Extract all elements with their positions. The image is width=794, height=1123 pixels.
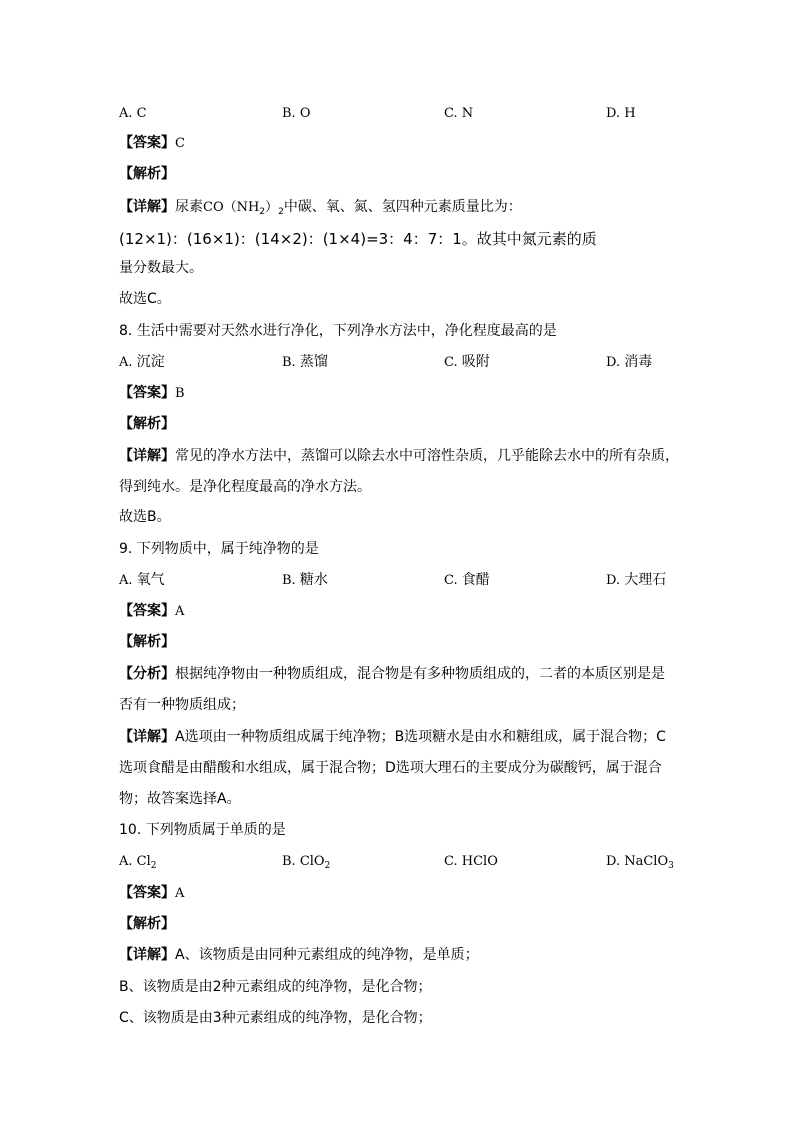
q8-answer-line	[119, 383, 185, 403]
q10-analysis-tag	[119, 914, 175, 934]
answer-tag: 【答案】	[119, 135, 175, 151]
q9-question: 9. 下列物质中，属于纯净物的是	[119, 541, 319, 557]
q10-option-b: B. ClO$_2$	[282, 854, 331, 871]
q10-detail-line1	[119, 945, 479, 965]
q10-option-d: D. NaClO$_3$	[606, 854, 674, 871]
urea-formula: CO（NH	[203, 200, 260, 215]
q7-answer-line	[119, 133, 185, 153]
fenxi-text: 根据纯净物由一种物质组成，混合物是有多种物质组成的，二者的本质区别是是	[175, 666, 665, 682]
q7-calc-continued: 量分数最大。	[119, 260, 203, 276]
q8-option-a: A. 沉淀	[119, 354, 165, 370]
q7-analysis-tag	[119, 164, 175, 184]
answer-value: B	[175, 386, 185, 401]
q7-option-a: A. C	[119, 106, 147, 121]
formula-paren: ）	[265, 200, 279, 215]
detail-tag: 【详解】	[119, 729, 175, 745]
q10-option-a: A. $Cl_2$	[119, 854, 157, 871]
q8-detail-line1	[119, 446, 679, 466]
q8-option-d: D. 消毒	[606, 354, 653, 370]
q9-fenxi-line1	[119, 664, 665, 684]
q9-option-d: D. 大理石	[606, 572, 667, 588]
detail-text: 常见的净水方法中，蒸馏可以除去水中可溶性杂质，几乎能除去水中的所有杂质，	[175, 448, 679, 464]
q9-detail-line2: 选项食醋是由醋酸和水组成，属于混合物；D选项大理石的主要成分为碳酸钙，属于混合	[119, 760, 662, 776]
q8-question: 8. 生活中需要对天然水进行净化，下列净水方法中，净化程度最高的是	[119, 323, 557, 339]
answer-value: A	[175, 886, 185, 901]
q7-conclusion: 故选C。	[119, 291, 171, 307]
q10-option-c: C. HClO	[444, 854, 498, 869]
analysis-tag: 【解析】	[119, 634, 175, 650]
detail-text: 中碳、氧、氮、氢四种元素质量比为：	[283, 199, 522, 215]
q8-conclusion: 故选B。	[119, 509, 171, 525]
formula-subscript: 2	[278, 207, 284, 217]
q8-option-c: C. 吸附	[444, 354, 490, 370]
q9-option-b: B. 糖水	[282, 572, 328, 588]
q8-option-b: B. 蒸馏	[282, 354, 328, 370]
answer-tag: 【答案】	[119, 385, 175, 401]
q9-detail-line1	[119, 727, 666, 747]
q8-analysis-tag	[119, 414, 175, 434]
analysis-tag: 【解析】	[119, 916, 175, 932]
detail-tag: 【详解】	[119, 448, 175, 464]
q9-option-c: C. 食醋	[444, 572, 490, 588]
q9-fenxi-line2: 否有一种物质组成；	[119, 697, 245, 713]
q10-detail-line3: C、该物质是由3种元素组成的纯净物，是化合物；	[119, 1010, 432, 1026]
fenxi-tag: 【分析】	[119, 666, 175, 682]
q7-option-b: B. O	[282, 106, 311, 121]
detail-text: A选项由一种物质组成属于纯净物；B选项糖水是由水和糖组成，属于混合物；C	[175, 729, 666, 745]
formula-subscript: 2	[259, 207, 266, 217]
q9-option-a: A. 氧气	[119, 572, 165, 588]
q7-calc-line: (12×1)：(16×1)：(14×2)：(1×4)=3：4：7：1。故其中氮元素的质	[119, 230, 597, 248]
q10-answer-line	[119, 883, 184, 903]
q8-detail-line2: 得到纯水。是净化程度最高的净水方法。	[119, 479, 371, 495]
q10-detail-line2: B、该物质是由2种元素组成的纯净物，是化合物；	[119, 979, 432, 995]
analysis-tag: 【解析】	[119, 166, 175, 182]
answer-value: A	[175, 604, 185, 619]
analysis-tag: 【解析】	[119, 416, 175, 432]
answer-tag: 【答案】	[119, 603, 175, 619]
answer-value: C	[175, 136, 185, 151]
detail-text: 尿素	[175, 199, 203, 215]
answer-tag: 【答案】	[119, 885, 175, 901]
q7-option-d: D. H	[606, 106, 636, 121]
detail-text: A、该物质是由同种元素组成的纯净物，是单质；	[175, 947, 479, 963]
q7-option-c: C. N	[444, 106, 474, 121]
q9-answer-line	[119, 601, 184, 621]
q9-detail-line3: 物；故答案选择A。	[119, 791, 241, 807]
detail-tag: 【详解】	[119, 199, 175, 215]
q10-question: 10. 下列物质属于单质的是	[119, 822, 286, 838]
q9-analysis-tag	[119, 632, 175, 652]
detail-tag: 【详解】	[119, 947, 175, 963]
q7-detail-line	[119, 197, 522, 217]
